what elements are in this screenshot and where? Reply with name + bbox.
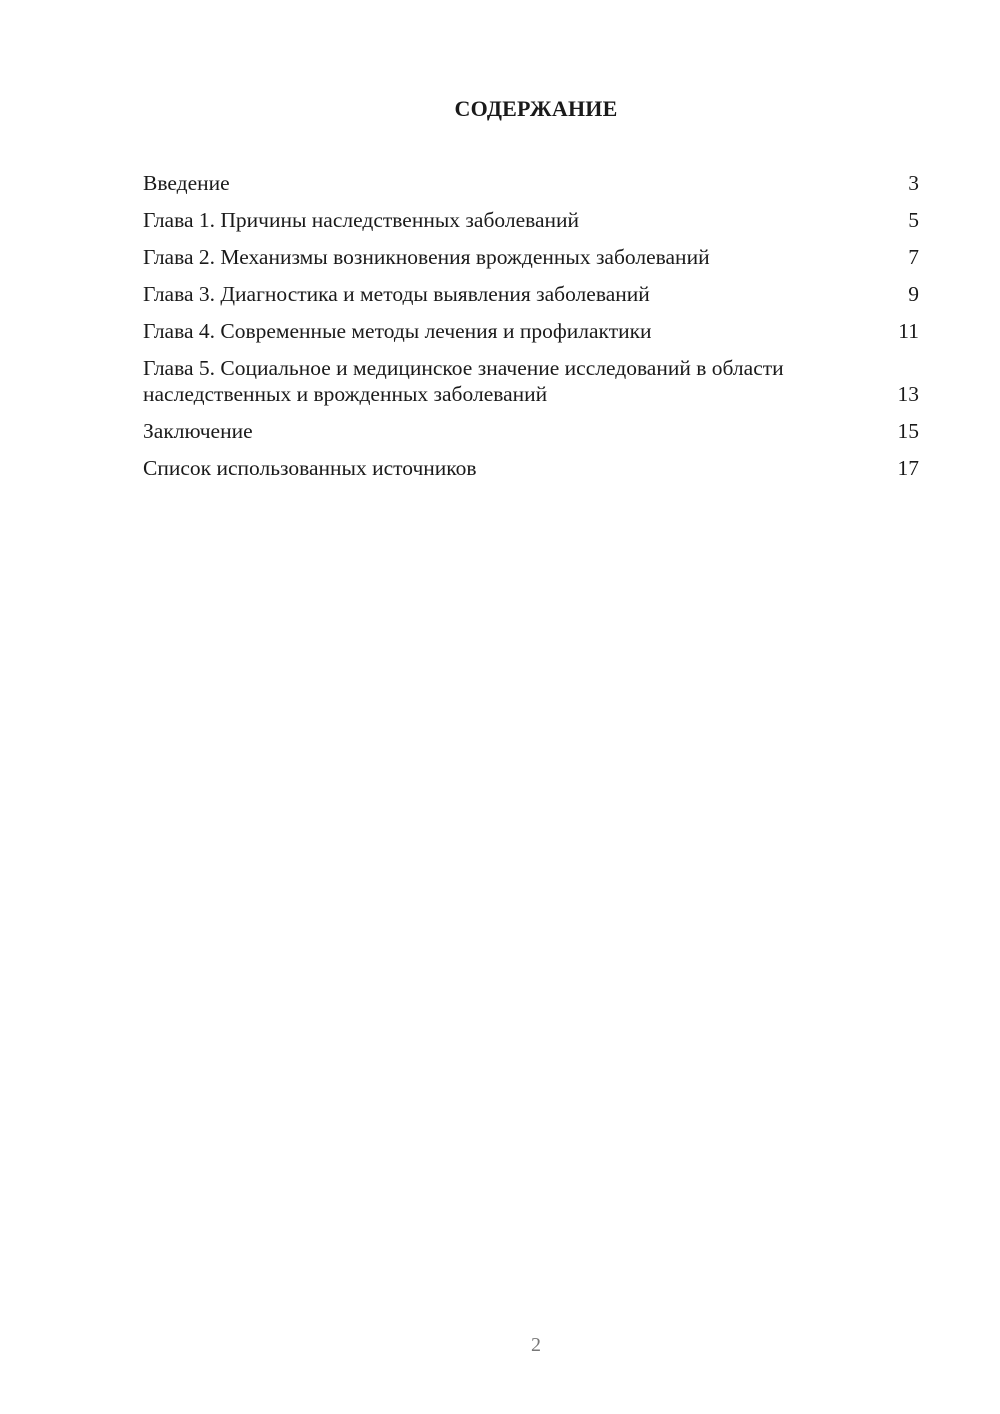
toc-entry-chapter-3 xyxy=(143,281,919,307)
toc-entry-page: 5 xyxy=(908,208,919,232)
toc-entry-label: Заключение xyxy=(143,419,253,443)
toc-entry-page: 7 xyxy=(908,245,919,269)
toc-entry-references xyxy=(143,455,919,481)
toc-entry-page: 11 xyxy=(898,319,919,343)
toc-entry-chapter-4 xyxy=(143,318,919,344)
toc-entry-page: 9 xyxy=(908,282,919,306)
toc-entry-page: 15 xyxy=(897,419,919,443)
toc-entry-label: Глава 4. Современные методы лечения и профилактики xyxy=(143,319,652,343)
page-number: 2 xyxy=(531,1334,541,1356)
toc-entry-label: Список использованных источников xyxy=(143,456,477,480)
table-of-contents xyxy=(143,170,919,492)
toc-entry-label: Глава 5. Социальное и медицинское значение исследований в области наследственных и врожденных заболеваний xyxy=(143,356,784,406)
toc-entry-label: Глава 1. Причины наследственных заболеваний xyxy=(143,208,580,232)
toc-entry-page: 3 xyxy=(908,171,919,195)
toc-entry-page: 17 xyxy=(897,456,919,480)
toc-entry-label: Глава 3. Диагностика и методы выявления заболеваний xyxy=(143,282,650,306)
toc-entry-introduction xyxy=(143,170,919,196)
toc-entry-label: Глава 2. Механизмы возникновения врожденных заболеваний xyxy=(143,245,710,269)
toc-entry-chapter-5 xyxy=(143,355,919,407)
toc-entry-label: Введение xyxy=(143,171,230,195)
toc-entry-chapter-1 xyxy=(143,207,919,233)
toc-entry-page: 13 xyxy=(897,382,919,406)
toc-entry-chapter-2 xyxy=(143,244,919,270)
toc-entry-conclusion xyxy=(143,418,919,444)
page-title: СОДЕРЖАНИЕ xyxy=(454,96,618,121)
